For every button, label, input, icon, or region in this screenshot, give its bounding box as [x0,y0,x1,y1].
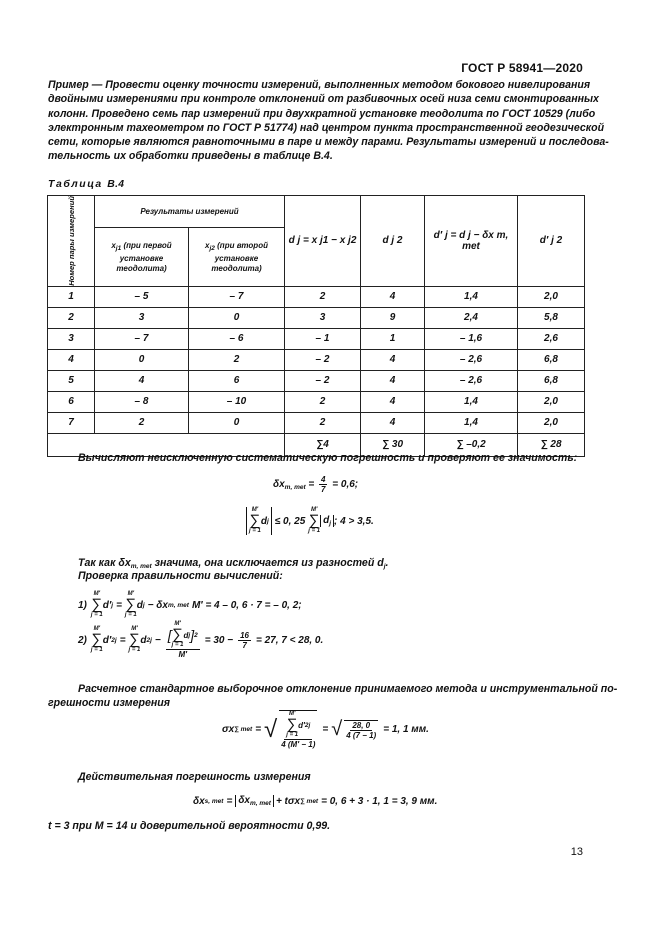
cell-x1: 4 [95,370,189,391]
measurements-table [47,195,585,457]
text-standard-deviation-line2: грешности измерения [48,697,170,709]
cell-x1: – 8 [95,391,189,412]
page-number: 13 [570,846,583,858]
paragraph-line: колонн. Проведено семь пар измерений при двухкратной установке теодолита по ГОСТ 10529 (либо [48,107,596,120]
table-row [48,328,585,349]
header-x2: $x_{j2}$ (при второй установке теодолита) [189,228,285,286]
cell-x1: 0 [95,349,189,370]
cell-n: 2 [48,307,95,328]
cell-dp2: 6,8 [518,370,585,391]
table-row [48,349,585,370]
table-row [48,286,585,307]
cell-d: – 2 [285,349,361,370]
cell-n: 5 [48,370,95,391]
header-x1: $x_{j1}$ (при первой установке теодолита) [95,228,189,286]
cell-x2: – 7 [189,286,285,307]
table-caption [48,179,124,190]
formula-significance-check: M′ ∑ j = 1 d j ≤ 0, 25 M′ ∑ j = 1 $d_j$ ; 4 > 3,5. [246,507,374,535]
cell-x2: 0 [189,412,285,433]
cell-dp2: 2,0 [518,391,585,412]
example-paragraph [48,78,609,164]
cell-dp: – 2,6 [425,370,518,391]
text-confidence: t = 3 при M = 14 и доверительной вероятности 0,99. [48,820,331,832]
formula-check-1: 1) M′ ∑ j = 1 d′ j = M′ ∑ j = 1 d j − δx m, met M′ = 4 – 0, 6 · 7 = – 0, 2; [78,591,302,618]
cell-n: 6 [48,391,95,412]
header-d: d j = x j1 − x j2 [285,196,361,287]
cell-d: – 1 [285,328,361,349]
header-d-squared: d j 2 [361,196,425,287]
cell-d: 3 [285,307,361,328]
table-caption-prefix: Таблица [48,179,103,190]
paragraph-line: Пример — Провести оценку точности измерений, выполненных методом бокового нивелирования [48,79,591,91]
cell-d2: 4 [361,370,425,391]
cell-d: 2 [285,286,361,307]
cell-n: 3 [48,328,95,349]
formula-sigma: σx ∑ met = √ M′ ∑ j = 1 d′ 2 j 4 (M′ − 1) = √ $\frac{28, 0}{4 (7 - 1)}$ = 1, 1 мм. [222,711,429,749]
text-standard-deviation-line1: Расчетное стандартное выборочное отклонение принимаемого метода и инструментальной по- [78,683,618,695]
table-row [48,370,585,391]
cell-x2: 0 [189,307,285,328]
cell-x2: – 6 [189,328,285,349]
cell-dp2: 2,0 [518,286,585,307]
cell-dp: – 2,6 [425,349,518,370]
cell-x2: 6 [189,370,285,391]
text-exclusion: Так как $\delta x_{m, met}$ значима, она исключается из разностей $d_j$. [78,557,389,570]
paragraph-line: сети, которые являются равноточными в паре и между парами. Результаты измерений и последова- [48,136,609,149]
text-systematic-error: Вычисляют неисключенную систематическую погрешность и проверяют ее значимость: [78,452,578,464]
cell-dp: 1,4 [425,286,518,307]
cell-x1: 2 [95,412,189,433]
cell-n: 4 [48,349,95,370]
cell-dp: 2,4 [425,307,518,328]
cell-d2: 4 [361,412,425,433]
cell-dp2: 2,6 [518,328,585,349]
cell-d2: 1 [361,328,425,349]
formula-check-2: 2) M′ ∑ j = 1 d′ 2 j = M′ ∑ j = 1 d 2 j − [ M′ ∑ j = 1 d j ] 2 M′ = 30 − $\frac{16}{7}$ = 27, 7 < 28, 0. [78,621,324,659]
cell-x2: 2 [189,349,285,370]
cell-n: 7 [48,412,95,433]
cell-dp2: 5,8 [518,307,585,328]
cell-d2: 4 [361,349,425,370]
table-row [48,307,585,328]
header-d-prime-squared: d′ j 2 [518,196,585,287]
header-d-prime: d′ j = d j − δx m, met [425,196,518,287]
paragraph-line: двойными измерениями при контроле отклонений от разбивочных осей низа семи смонтированных [48,93,599,106]
table-row [48,412,585,433]
text-actual-error: Действительная погрешность измерения [78,771,311,783]
formula-actual-error: δx s, met = $\delta x_{m, met}$ + tσx ∑ met = 0, 6 + 3 · 1, 1 = 3, 9 мм. [193,795,438,807]
cell-d2: 4 [361,286,425,307]
cell-x2: – 10 [189,391,285,412]
sum-dp2: ∑ 28 [518,433,585,456]
cell-dp2: 2,0 [518,412,585,433]
cell-d: – 2 [285,370,361,391]
document-standard-header: ГОСТ Р 58941—2020 [461,61,583,75]
cell-n: 1 [48,286,95,307]
cell-x1: – 7 [95,328,189,349]
paragraph-line: электронным тахеометром по ГОСТ Р 51774) над центром пункта пространственной геодезической [48,121,605,134]
cell-d: 2 [285,391,361,412]
cell-d2: 4 [361,391,425,412]
cell-x1: 3 [95,307,189,328]
cell-dp2: 6,8 [518,349,585,370]
table-caption-number: В.4 [107,179,125,190]
header-results: Результаты измерений [95,196,285,228]
sum-dp: ∑ –0,2 [425,433,518,456]
cell-d: 2 [285,412,361,433]
text-verification: Проверка правильности вычислений: [78,570,283,582]
cell-d2: 9 [361,307,425,328]
paragraph-line: тельность их обработки приведены в таблице В.4. [48,150,333,163]
formula-delta-x: $\delta x_{m, met}$ = $\frac{4}{7}$ = 0,6; [273,475,359,494]
sum-d2: ∑ 30 [361,433,425,456]
sum-d: ∑4 [285,433,361,456]
header-pair-number [48,196,95,287]
cell-x1: – 5 [95,286,189,307]
header-pair-number-text: Номер пары измерений [66,196,76,286]
cell-dp: 1,4 [425,391,518,412]
cell-dp: – 1,6 [425,328,518,349]
table-row [48,391,585,412]
cell-dp: 1,4 [425,412,518,433]
